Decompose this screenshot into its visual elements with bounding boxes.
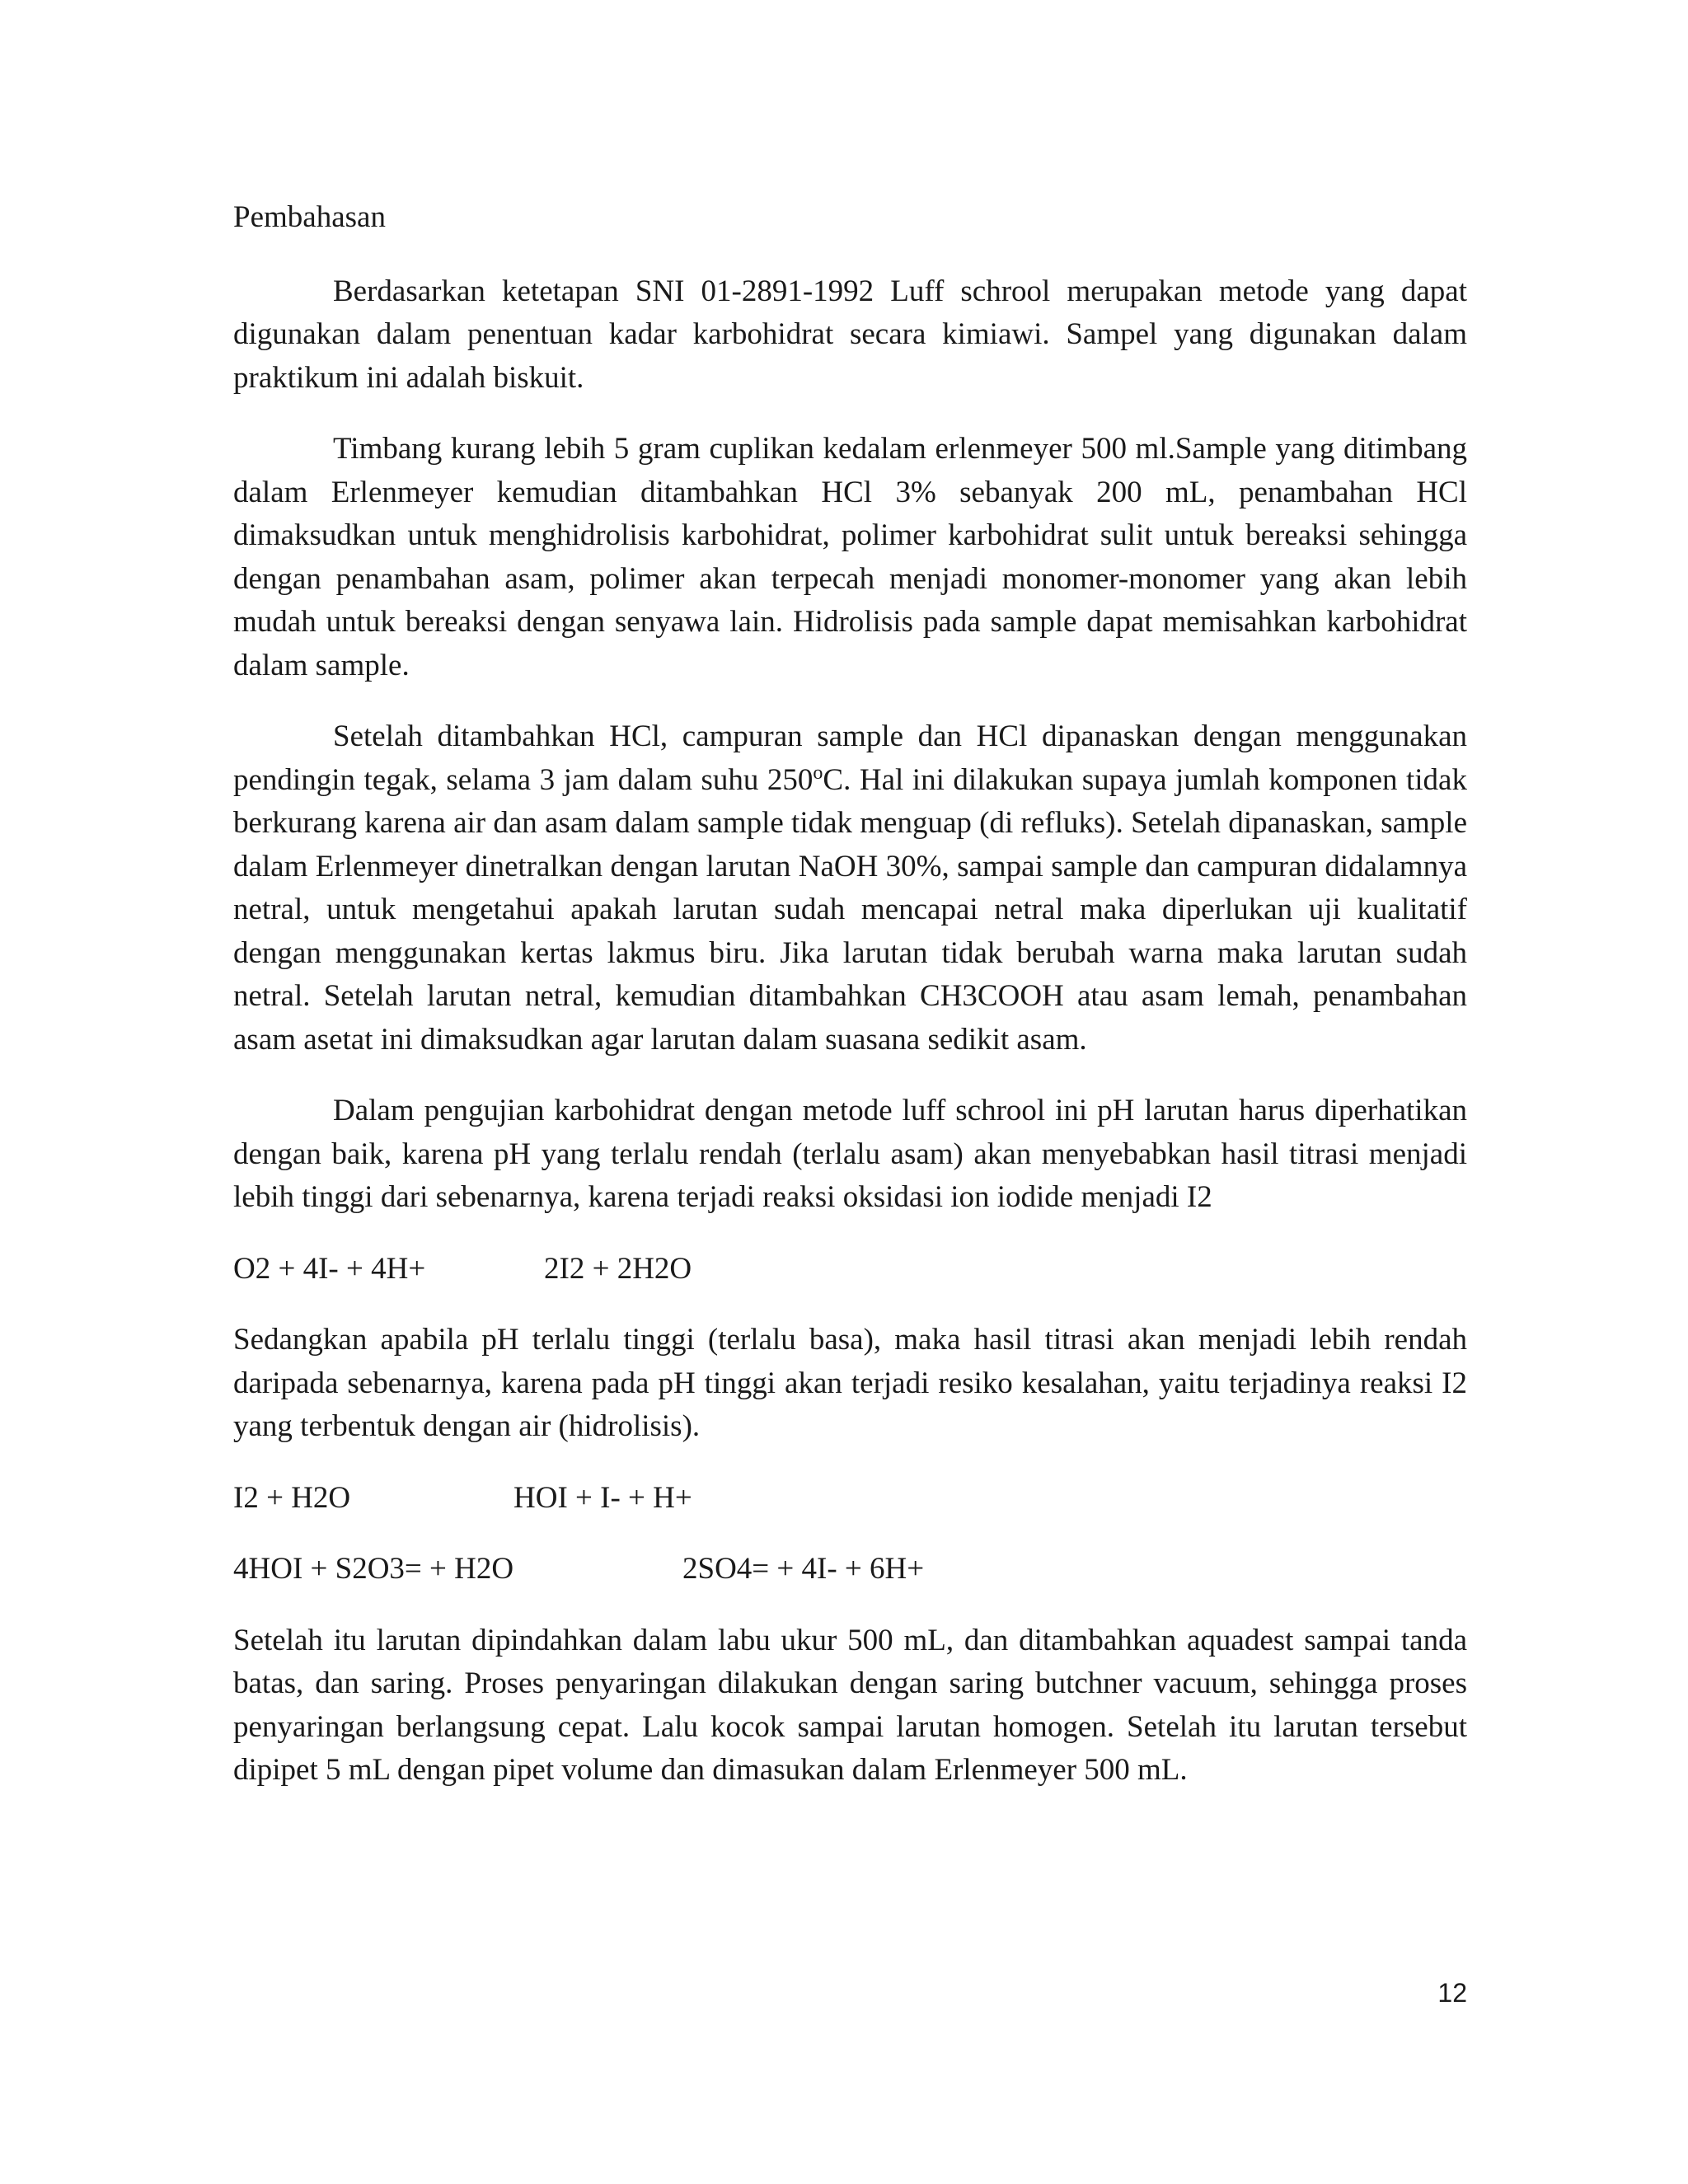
paragraph-4: Dalam pengujian karbohidrat dengan metode luff schrool ini pH larutan harus diperhatikan dengan baik, karena pH yang terlalu rendah (terlalu asam) akan menyebabkan hasil titrasi menjadi lebih tinggi dari sebenarnya, karena terjadi reaksi oksidasi ion iodide menjadi I2 bbox=[233, 1094, 1467, 1214]
paragraph-3-part-1: Setelah ditambahkan HCl, campuran sample dan HCl dipanaskan dengan menggunakan pendingin tegak, selama 3 jam dalam suhu 250 bbox=[233, 719, 1467, 797]
equation-hydrolysis-products: HOI + I- + H+ bbox=[513, 1480, 692, 1515]
equation-thiosulfate bbox=[233, 1548, 1467, 1591]
equation-hydrolysis-reactants: I2 + H2O bbox=[233, 1480, 351, 1515]
equation-oxidation-reactants: O2 + 4I- + 4H+ bbox=[233, 1251, 426, 1286]
page-number: 12 bbox=[1437, 1978, 1467, 2008]
paragraph-3 bbox=[233, 715, 1467, 1062]
equation-oxidation bbox=[233, 1248, 1467, 1291]
paragraph-3-part-2: C. Hal ini dilakukan supaya jumlah komponen tidak berkurang karena air dan asam dalam sample tidak menguap (di refluks). Setelah dipanaskan, sample dalam Erlenmeyer dinetralkan dengan larutan NaOH 30%, sampai sample dan campuran didalamnya netral, untuk mengetahui apakah larutan sudah mencapai netral maka diperlukan uji kualitatif dengan menggunakan kertas lakmus biru. Jika larutan tidak berubah warna maka larutan sudah netral. Setelah larutan netral, kemudian ditambahkan CH3COOH atau asam lemah, penambahan asam asetat ini dimaksudkan agar larutan dalam suasana sedikit asam. bbox=[233, 762, 1467, 1057]
equation-thiosulfate-products: 2SO4= + 4I- + 6H+ bbox=[682, 1552, 925, 1586]
paragraph-5: Sedangkan apabila pH terlalu tinggi (terlalu basa), maka hasil titrasi akan menjadi lebih rendah daripada sebenarnya, karena pada pH tinggi akan terjadi resiko kesalahan, yaitu terjadinya reaksi I2 yang terbentuk dengan air (hidrolisis). bbox=[233, 1323, 1467, 1443]
page-content bbox=[233, 196, 1467, 1821]
equation-oxidation-products: 2I2 + 2H2O bbox=[544, 1251, 692, 1286]
degree-superscript: o bbox=[813, 762, 823, 784]
section-heading: Pembahasan bbox=[233, 200, 386, 234]
paragraph-1: Berdasarkan ketetapan SNI 01-2891-1992 Luff schrool merupakan metode yang dapat digunakan dalam penentuan kadar karbohidrat secara kimiawi. Sampel yang digunakan dalam praktikum ini adalah biskuit. bbox=[233, 274, 1467, 395]
paragraph-2: Timbang kurang lebih 5 gram cuplikan kedalam erlenmeyer 500 ml.Sample yang ditimbang dalam Erlenmeyer kemudian ditambahkan HCl 3% sebanyak 200 mL, penambahan HCl dimaksudkan untuk menghidrolisis karbohidrat, polimer karbohidrat sulit untuk bereaksi sehingga dengan penambahan asam, polimer akan terpecah menjadi monomer-monomer yang akan lebih mudah untuk bereaksi dengan senyawa lain. Hidrolisis pada sample dapat memisahkan karbohidrat dalam sample. bbox=[233, 432, 1467, 682]
equation-hydrolysis bbox=[233, 1477, 1467, 1521]
paragraph-6: Setelah itu larutan dipindahkan dalam labu ukur 500 mL, dan ditambahkan aquadest sampai tanda batas, dan saring. Proses penyaringan dilakukan dengan saring butchner vacuum, sehingga proses penyaringan berlangsung cepat. Lalu kocok sampai larutan homogen. Setelah itu larutan tersebut dipipet 5 mL dengan pipet volume dan dimasukan dalam Erlenmeyer 500 mL. bbox=[233, 1623, 1467, 1787]
equation-thiosulfate-reactants: 4HOI + S2O3= + H2O bbox=[233, 1552, 514, 1586]
